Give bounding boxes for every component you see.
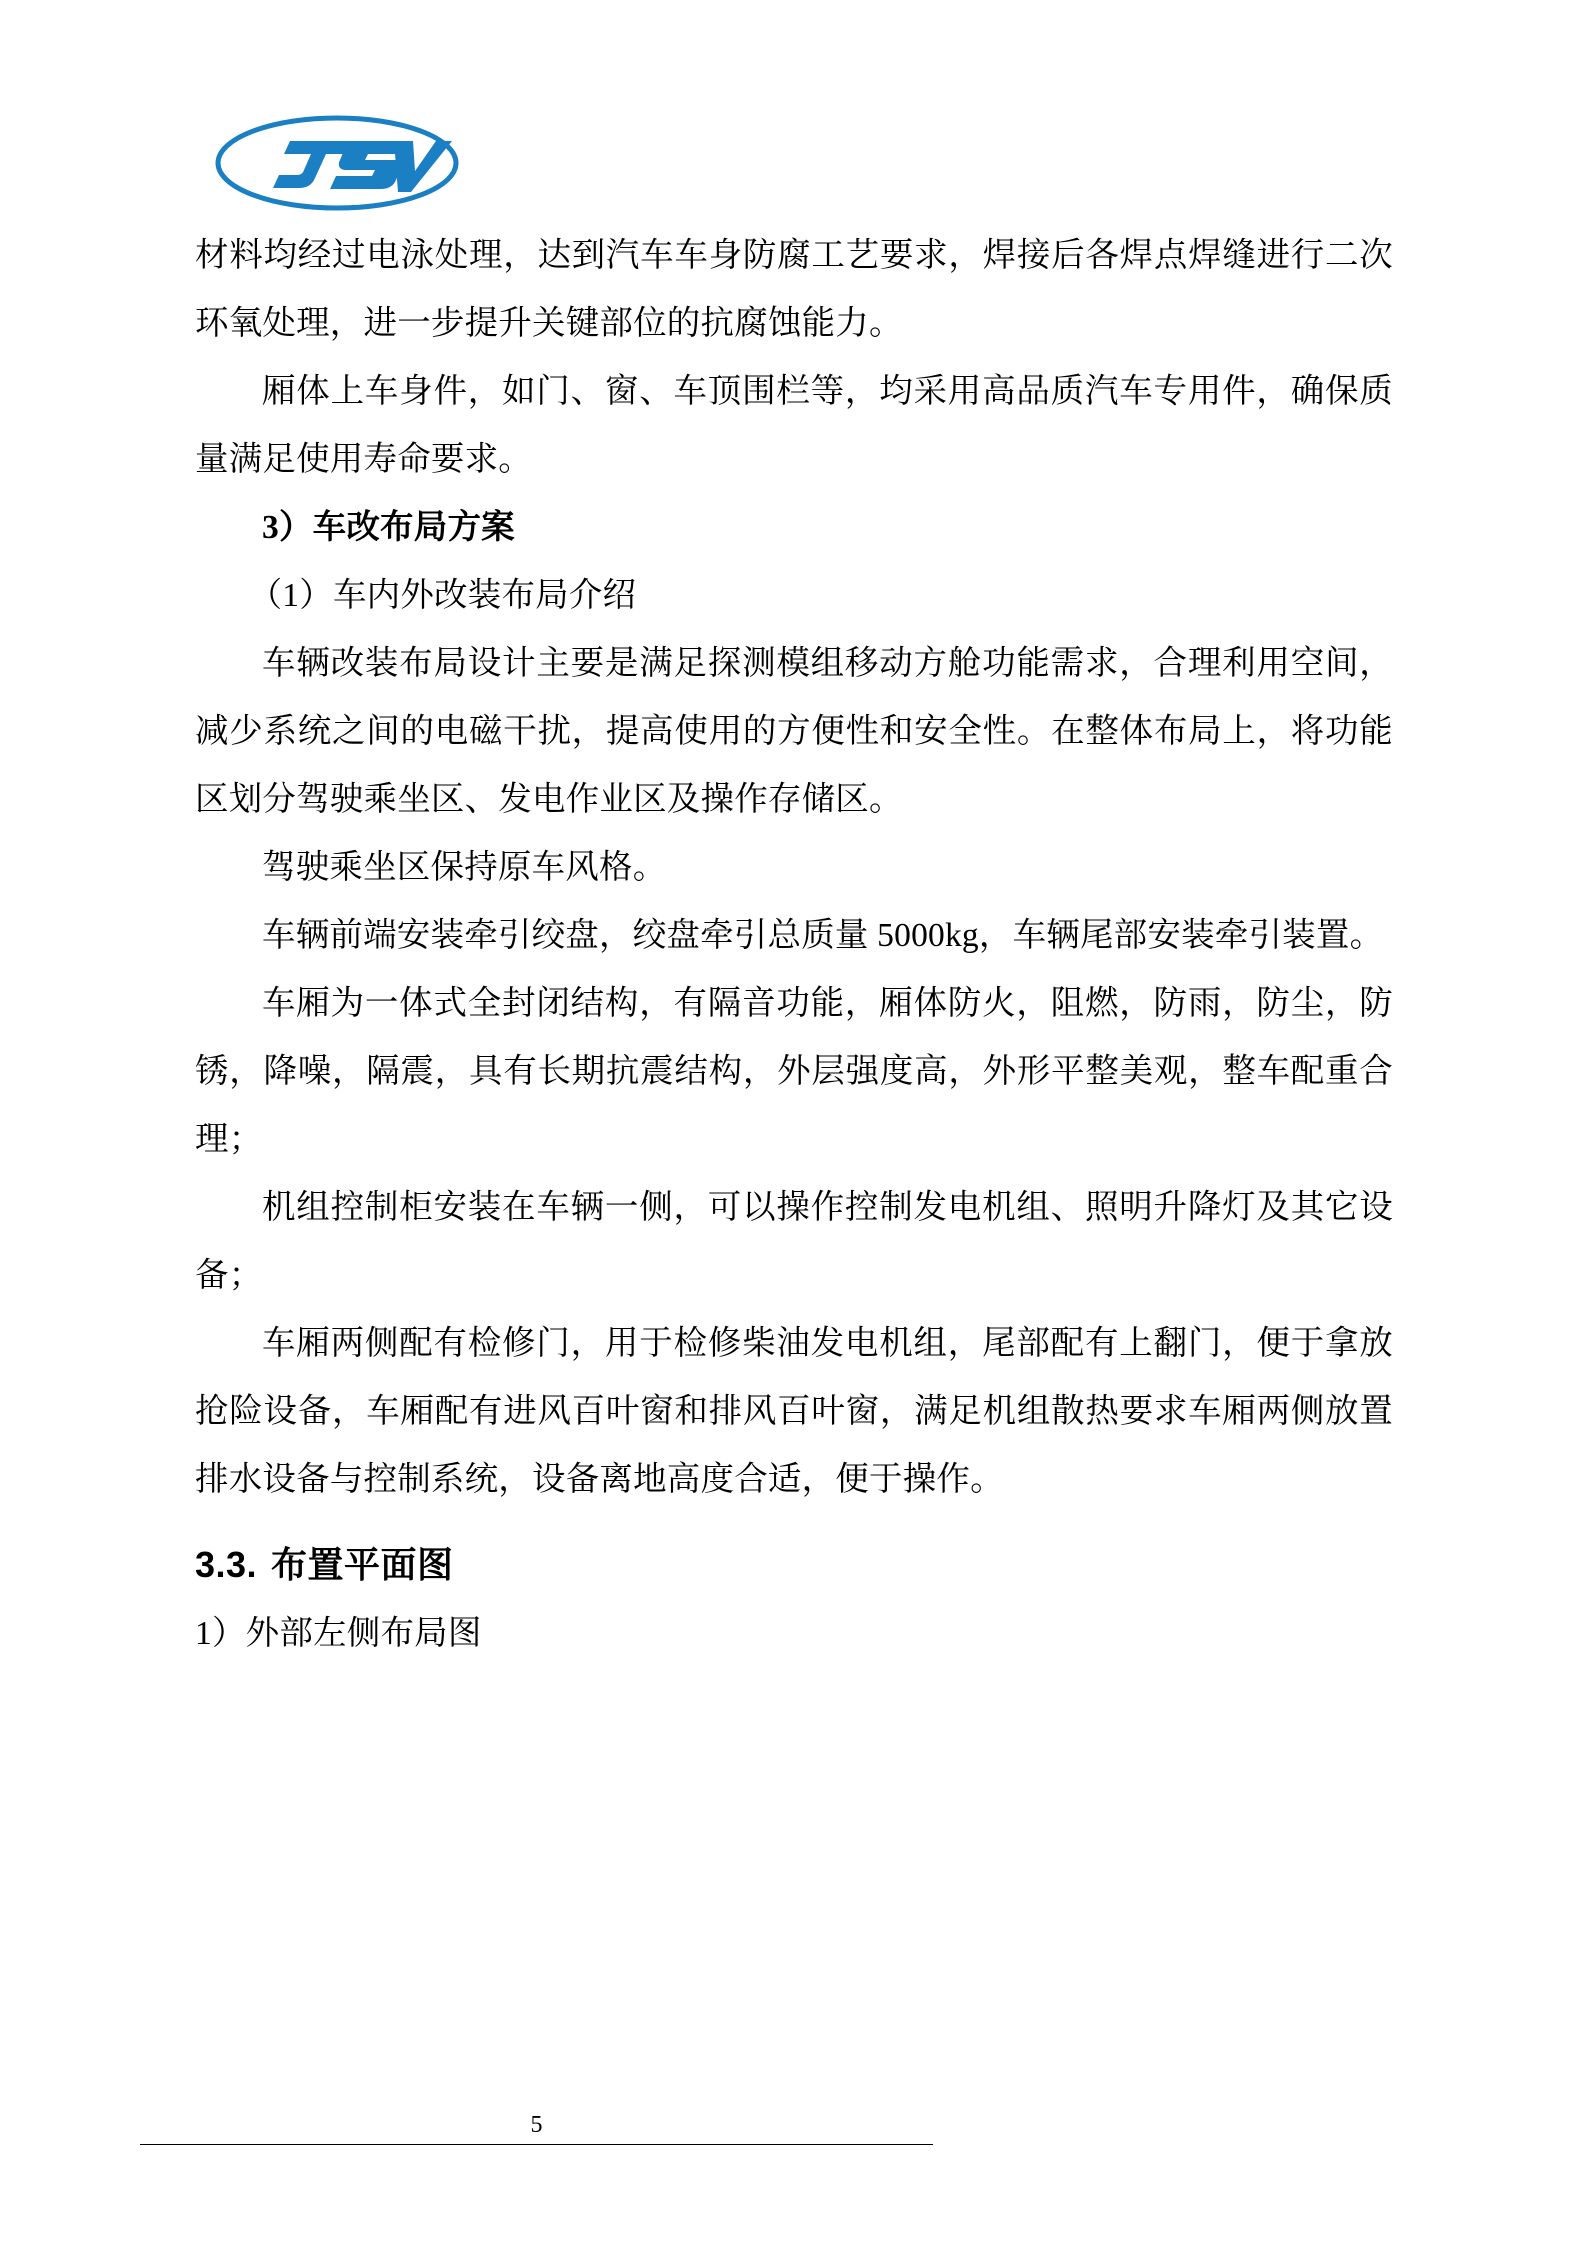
heading-section-number: 3.3. [195, 1544, 258, 1585]
paragraph-control-cabinet: 机组控制柜安装在车辆一侧，可以操作控制发电机组、照明升降灯及其它设备； [195, 1189, 1393, 1294]
heading-item-interior-exterior: （1）车内外改装布局介绍 [248, 577, 637, 614]
page-number: 5 [530, 2112, 543, 2138]
paragraph-layout-design: 车辆改装布局设计主要是满足探测模组移动方舱功能需求，合理利用空间，减少系统之间的电磁干扰，提高使用的方便性和安全性。在整体布局上，将功能区划分驾驶乘坐区、发电作业区及操作存储区。 [195, 645, 1393, 818]
heading-section-title: 布置平面图 [271, 1545, 454, 1585]
document-body [195, 222, 1393, 1668]
footer-divider [140, 2144, 933, 2145]
paragraph-continuation: 材料均经过电泳处理，达到汽车车身防腐工艺要求，焊接后各焊点焊缝进行二次环氧处理，进一步提升关键部位的抗腐蚀能力。 [195, 237, 1393, 342]
paragraph-body-件: 厢体上车身件，如门、窗、车顶围栏等，均采用高品质汽车专用件，确保质量满足使用寿命要求。 [195, 373, 1393, 478]
paragraph-winch: 车辆前端安装牵引绞盘，绞盘牵引总质量 5000kg，车辆尾部安装牵引装置。 [262, 917, 1384, 954]
figure-caption-left-exterior: 1）外部左侧布局图 [195, 1615, 482, 1652]
tsv-logo [212, 112, 462, 214]
page-footer [140, 2110, 933, 2145]
paragraph-driving-area: 驾驶乘坐区保持原车风格。 [262, 849, 667, 886]
paragraph-service-doors: 车厢两侧配有检修门，用于检修柴油发电机组，尾部配有上翻门，便于拿放抢险设备，车厢配有进风百叶窗和排风百叶窗，满足机组散热要求车厢两侧放置排水设备与控制系统，设备离地高度合适，便于操作。 [195, 1325, 1393, 1498]
paragraph-cabin-structure: 车厢为一体式全封闭结构，有隔音功能，厢体防火，阻燃，防雨，防尘，防锈，降噪，隔震，具有长期抗震结构，外层强度高，外形平整美观，整车配重合理； [195, 985, 1393, 1158]
figure-placeholder-area [195, 1500, 1393, 2060]
tsv-oval-logo-icon [212, 112, 462, 214]
heading-3-layout-plan: 3）车改布局方案 [262, 509, 515, 546]
